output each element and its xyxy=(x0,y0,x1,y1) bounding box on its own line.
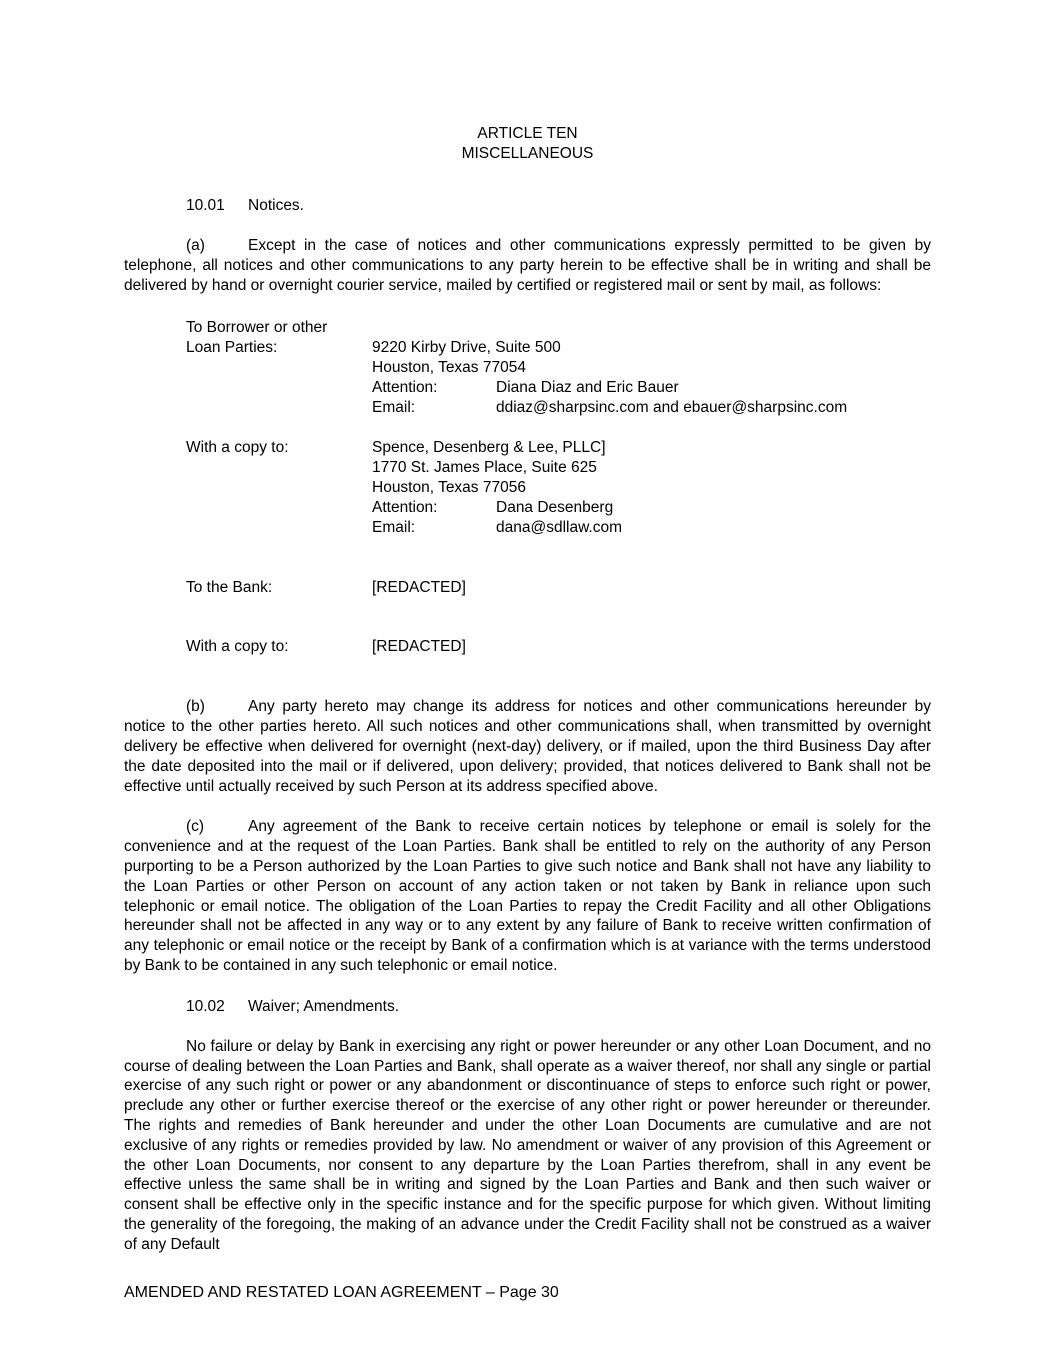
bank-value: [REDACTED] xyxy=(372,579,466,597)
bank-address-block xyxy=(186,578,931,598)
borrower-label-line2: Loan Parties: xyxy=(186,339,278,357)
paragraph-c xyxy=(124,817,931,975)
copy-email-label: Email: xyxy=(372,519,416,537)
copy-attention-label: Attention: xyxy=(372,499,438,517)
copy-address2: Houston, Texas 77056 xyxy=(372,479,526,497)
borrower-attention-label: Attention: xyxy=(372,379,438,397)
paragraph-waiver xyxy=(124,1037,931,1255)
footer-title: AMENDED AND RESTATED LOAN AGREEMENT xyxy=(124,1284,482,1301)
footer-separator: – xyxy=(485,1284,495,1301)
paragraph-a xyxy=(124,236,931,295)
copy-address1: 1770 St. James Place, Suite 625 xyxy=(372,459,597,477)
article-title: ARTICLE TEN xyxy=(477,125,578,142)
article-heading xyxy=(124,124,931,164)
paragraph-b xyxy=(124,697,931,796)
bank-copy-address-block xyxy=(186,637,931,657)
copy-address-block xyxy=(186,438,931,538)
paragraph-text: Except in the case of notices and other communications expressly permitted to be given by telephone, all notices and other communications to any party herein to be effective shall be in writing and shall be delivered by hand or overnight courier service, mailed by certified or registered mail or sent by mail, as follows: xyxy=(124,237,931,294)
section-10-02-heading xyxy=(124,997,931,1017)
borrower-email-label: Email: xyxy=(372,399,416,417)
page-footer xyxy=(124,1283,559,1303)
bank-copy-label: With a copy to: xyxy=(186,638,289,656)
paragraph-label: (c) xyxy=(186,818,205,836)
bank-copy-value: [REDACTED] xyxy=(372,638,466,656)
section-title: Waiver; Amendments. xyxy=(248,997,400,1015)
article-subtitle: MISCELLANEOUS xyxy=(461,145,594,162)
section-number: 10.01 xyxy=(186,197,225,214)
borrower-address2: Houston, Texas 77054 xyxy=(372,359,526,377)
bank-label: To the Bank: xyxy=(186,579,273,597)
borrower-label-line1: To Borrower or other xyxy=(186,319,328,337)
document-page xyxy=(124,124,931,1255)
paragraph-label: (a) xyxy=(186,237,205,254)
borrower-email: ddiaz@sharpsinc.com and ebauer@sharpsinc.com xyxy=(496,399,848,417)
copy-attention: Dana Desenberg xyxy=(496,499,614,517)
paragraph-text: Any agreement of the Bank to receive certain notices by telephone or email is solely for the convenience and at the request of the Loan Parties. Bank shall be entitled to rely on the authority of any Person purporting to be a Person authorized by the Loan Parties to give such notice and Bank shall not have any liability to the Loan Parties or other Person on account of any action taken or not taken by Bank in reliance upon such telephonic or email notice. The obligation of the Loan Parties to repay the Credit Facility and all other Obligations hereunder shall not be affected in any way or to any extent by any failure of Bank to receive written confirmation of any telephonic or email notice or the receipt by Bank of a confirmation which is at variance with the terms understood by Bank to be contained in any such telephonic or email notice. xyxy=(124,818,931,974)
borrower-address1: 9220 Kirby Drive, Suite 500 xyxy=(372,339,561,357)
section-title: Notices. xyxy=(248,197,304,214)
borrower-address-block xyxy=(186,318,931,418)
copy-firm: Spence, Desenberg & Lee, PLLC] xyxy=(372,439,606,457)
footer-page-number: Page 30 xyxy=(499,1284,559,1301)
paragraph-label: (b) xyxy=(186,698,205,716)
section-number: 10.02 xyxy=(186,997,225,1015)
section-10-01-heading xyxy=(124,196,931,216)
paragraph-text: Any party hereto may change its address for notices and other communications hereunder by notice to the other parties hereto. All such notices and other communications shall, when transmitted by overnight delivery be effective when delivered for overnight (next-day) delivery, or if mailed, upon the third Business Day after the date deposited into the mail or if delivered, upon delivery; provided, that notices delivered to Bank shall not be effective until actually received by such Person at its address specified above. xyxy=(124,698,931,795)
paragraph-text: No failure or delay by Bank in exercising any right or power hereunder or any other Loan Document, and no course of dealing between the Loan Parties and Bank, shall operate as a waiver thereof, nor shall any single or partial exercise of any such right or power or any abandonment or discontinuance of steps to enforce such right or power, preclude any other or further exercise thereof or the exercise of any other right or power hereunder or thereunder. The rights and remedies of Bank hereunder and under the other Loan Documents are cumulative and are not exclusive of any rights or remedies provided by law. No amendment or waiver of any provision of this Agreement or the other Loan Documents, nor consent to any departure by the Loan Parties therefrom, shall in any event be effective unless the same shall be in writing and signed by the Loan Parties and Bank and then such waiver or consent shall be effective only in the specific instance and for the specific purpose for which given. Without limiting the generality of the foregoing, the making of an advance under the Credit Facility shall not be construed as a waiver of any Default xyxy=(124,1037,931,1253)
copy-email: dana@sdllaw.com xyxy=(496,519,623,537)
borrower-attention: Diana Diaz and Eric Bauer xyxy=(496,379,679,397)
copy-label: With a copy to: xyxy=(186,439,289,457)
